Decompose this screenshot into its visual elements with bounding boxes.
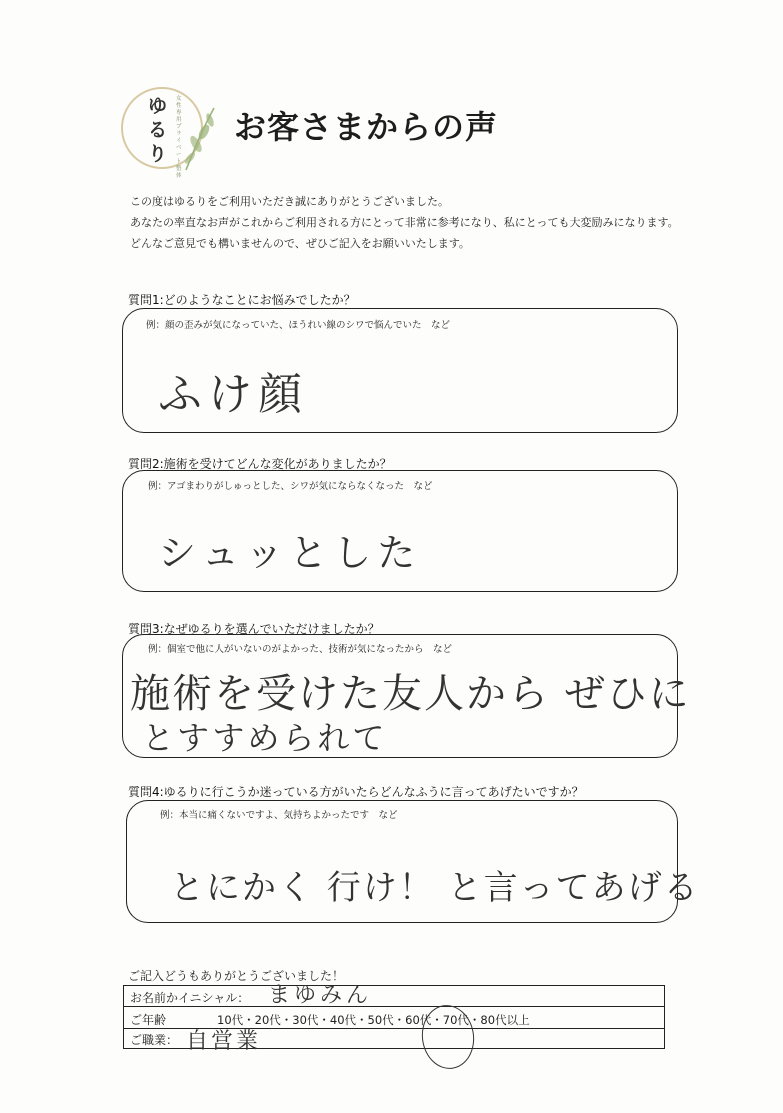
logo-text: ゆるり xyxy=(148,95,168,165)
answer-3-handwriting-line-1: 施術を受けた友人から ぜひに xyxy=(130,671,691,717)
question-2-label: 質問2:施術を受けてどんな変化がありましたか？ xyxy=(128,457,392,471)
logo-emblem xyxy=(116,80,224,180)
age-options: 10代・20代・30代・40代・50代・60代・70代・80代以上 xyxy=(217,1013,530,1027)
age-label: ご年齢 xyxy=(130,1013,167,1027)
question-1-label: 質問1:どのようなことにお悩みでしたか？ xyxy=(128,293,356,307)
question-3-example: 例：個室で他に人がいないのがよかった、技術が気になったから など xyxy=(148,644,453,655)
answer-4-handwriting: とにかく 行け！ と言ってあげる xyxy=(170,868,700,908)
thanks-message: ご記入どうもありがとうございました！ xyxy=(128,969,345,983)
divider xyxy=(124,1006,664,1007)
logo-subtitle: 女性専用プライベート整体 xyxy=(176,96,182,179)
job-handwriting: 自営業 xyxy=(186,1029,262,1054)
name-handwriting: まゆみん xyxy=(268,983,373,1008)
answer-3-handwriting-line-2: とすすめられて xyxy=(142,719,388,757)
question-1-example: 例：顔の歪みが気になっていた、ほうれい線のシワで悩んでいた など xyxy=(146,320,451,331)
question-4-label: 質問4:ゆるりに行こうか迷っている方がいたらどんなふうに言ってあげたいですか？ xyxy=(128,785,584,799)
intro-line: この度はゆるりをご利用いただき誠にありがとうございました。 xyxy=(130,195,449,208)
job-label: ご職業： xyxy=(130,1033,179,1047)
logo xyxy=(116,80,224,180)
answer-2-handwriting: シュッとした xyxy=(158,531,422,575)
answer-1-handwriting: ふけ顔 xyxy=(158,369,308,420)
intro-text xyxy=(130,191,679,254)
question-2-example: 例：アゴまわりがしゅっとした、シワが気にならなくなった など xyxy=(148,481,433,492)
intro-line: あなたの率直なお声がこれからご利用される方にとって非常に参考になり、私にとっても大変励みになります。 xyxy=(130,216,679,229)
question-3-label: 質問3:なぜゆるりを選んでいただけましたか？ xyxy=(128,622,380,636)
page-title: お客さまからの声 xyxy=(234,108,499,146)
question-4-example: 例：本当に痛くないですよ、気持ちよかったです など xyxy=(160,810,398,821)
name-label: お名前かイニシャル： xyxy=(130,991,250,1005)
intro-line: どんなご意見でも構いませんので、ぜひご記入をお願いいたします。 xyxy=(130,237,470,250)
